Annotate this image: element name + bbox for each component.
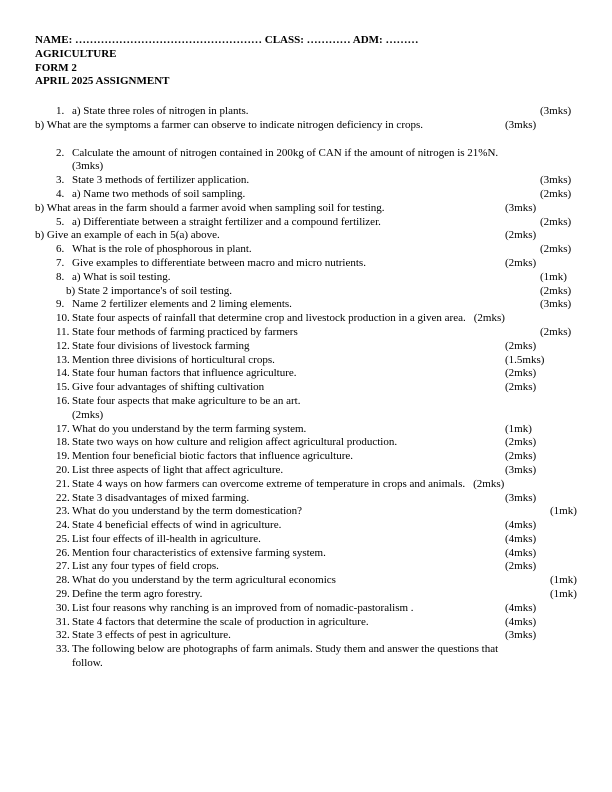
question-marks: (4mks) (505, 615, 537, 628)
question-text: What is the role of phosphorous in plant. (72, 243, 252, 256)
paper-content (35, 34, 577, 671)
question-text: What do you understand by the term farming system. (72, 422, 307, 435)
question-text: a) State three roles of nitrogen in plants. (72, 105, 249, 118)
question-marks: (2mks) (505, 367, 537, 380)
question-number: 19. (56, 450, 70, 463)
question-line (35, 492, 577, 506)
question-number: 32. (56, 629, 70, 642)
question-line (35, 602, 577, 616)
question-marks: (1mk) (505, 422, 532, 435)
paper-header (35, 34, 577, 89)
question-line (35, 533, 577, 547)
question-marks: (4mks) (505, 519, 537, 532)
question-text: List three aspects of light that affect agriculture. (72, 463, 284, 476)
question-marks: (3mks) (505, 463, 537, 476)
question-text: b) What are the symptoms a farmer can observe to indicate nitrogen deficiency in crops. (35, 118, 424, 131)
question-number: 9. (56, 298, 65, 311)
name-class-adm-line: NAME: …………………………………………… CLASS: ………… ADM: ……… (35, 34, 419, 46)
question-marks: (3mks) (540, 298, 572, 311)
question-marks: (1mk) (540, 270, 567, 283)
question-number: 33. (56, 643, 70, 656)
question-text: State 4 beneficial effects of wind in agriculture. (72, 519, 282, 532)
question-number: 11. (56, 325, 70, 338)
question-text: a) Differentiate between a straight fertilizer and a compound fertilizer. (72, 215, 381, 228)
question-text: (2mks) (72, 408, 104, 421)
question-marks: (1mk) (550, 505, 577, 518)
question-line (35, 188, 577, 202)
question-marks: (1.5mks) (505, 353, 545, 366)
question-text: State four methods of farming practiced by farmers (72, 325, 298, 338)
question-text: Calculate the amount of nitrogen contained in 200kg of CAN if the amount of nitrogen is 21%N. (72, 146, 499, 159)
question-number: 31. (56, 615, 70, 628)
question-marks: (2mks) (505, 229, 537, 242)
question-line (35, 216, 577, 230)
question-number: 26. (56, 546, 70, 559)
question-text: What do you understand by the term domestication? (72, 505, 303, 518)
question-line (35, 105, 577, 119)
question-number: 22. (56, 491, 70, 504)
question-line (35, 381, 577, 395)
question-text: What do you understand by the term agricultural economics (72, 574, 336, 587)
question-text: State four human factors that influence agriculture. (72, 367, 297, 380)
question-number: 14. (56, 367, 70, 380)
question-line (35, 505, 577, 519)
question-text: List four reasons why ranching is an improved from of nomadic-pastoralism . (72, 601, 414, 614)
question-marks: (2mks) (473, 477, 505, 490)
question-marks: (3mks) (505, 201, 537, 214)
question-number: 23. (56, 505, 70, 518)
question-number: 3. (56, 174, 65, 187)
question-text: Mention four beneficial biotic factors that influence agriculture. (72, 450, 353, 463)
question-text: State 4 factors that determine the scale of production in agriculture. (72, 615, 369, 628)
question-line (35, 243, 577, 257)
question-line (35, 436, 577, 450)
question-text: State 4 ways on how farmers can overcome extreme of temperature in crops and animals. (72, 477, 466, 490)
question-line (35, 298, 577, 312)
question-marks: (1mk) (550, 574, 577, 587)
assignment-title: APRIL 2025 ASSIGNMENT (35, 75, 170, 88)
subject-title: AGRICULTURE (35, 47, 117, 60)
question-line (35, 629, 577, 643)
question-text: State 3 disadvantages of mixed farming. (72, 491, 250, 504)
question-line (35, 478, 577, 492)
question-marks: (2mks) (505, 560, 537, 573)
question-text: Mention three divisions of horticultural crops. (72, 353, 275, 366)
question-marks: (1mk) (550, 588, 577, 601)
question-text: Name 2 fertilizer elements and 2 liming elements. (72, 298, 292, 311)
question-text: State four aspects of rainfall that determine crop and livestock production in a given area. (72, 312, 466, 325)
question-text: State four divisions of livestock farming (72, 339, 250, 352)
question-marks: (2mks) (473, 312, 505, 325)
question-number: 25. (56, 532, 70, 545)
question-marks: (2mks) (540, 284, 572, 297)
question-text: a) Name two methods of soil sampling. (72, 187, 246, 200)
question-line (35, 257, 577, 271)
question-number: 7. (56, 256, 65, 269)
question-text: The following below are photographs of farm animals. Study them and answer the questions that (72, 643, 499, 656)
question-text: State 3 effects of pest in agriculture. (72, 629, 231, 642)
question-text: State 3 methods of fertilizer application. (72, 174, 250, 187)
question-line (35, 229, 577, 243)
question-list (35, 105, 577, 671)
question-number: 16. (56, 394, 70, 407)
question-marks: (3mks) (505, 629, 537, 642)
question-number: 8. (56, 270, 65, 283)
question-marks: (4mks) (505, 601, 537, 614)
question-number: 12. (56, 339, 70, 352)
question-line (35, 354, 577, 368)
question-text: b) State 2 importance's of soil testing. (66, 284, 233, 297)
form-title: FORM 2 (35, 61, 77, 74)
question-number: 21. (56, 477, 70, 490)
question-text: follow. (72, 657, 103, 670)
question-line (35, 560, 577, 574)
spacer-line (35, 133, 577, 147)
question-line (35, 119, 577, 133)
question-number: 4. (56, 187, 65, 200)
question-marks: (2mks) (540, 215, 572, 228)
question-line (35, 657, 577, 671)
question-number: 2. (56, 146, 65, 159)
question-number: 27. (56, 560, 70, 573)
question-text: Give four advantages of shifting cultivation (72, 381, 265, 394)
question-line (35, 326, 577, 340)
question-line (35, 588, 577, 602)
question-line (35, 147, 577, 161)
question-line (35, 340, 577, 354)
question-number: 15. (56, 381, 70, 394)
question-line (35, 367, 577, 381)
question-marks: (2mks) (505, 381, 537, 394)
question-marks: (2mks) (505, 436, 537, 449)
question-line (35, 519, 577, 533)
question-marks: (3mks) (505, 118, 537, 131)
question-line (35, 574, 577, 588)
question-marks: (3mks) (505, 491, 537, 504)
question-text: (3mks) (72, 160, 104, 173)
question-marks: (2mks) (540, 243, 572, 256)
question-line (35, 450, 577, 464)
question-text: b) Give an example of each in 5(a) above. (35, 229, 220, 242)
question-line (35, 643, 577, 657)
question-line (35, 312, 577, 326)
question-text: Give examples to differentiate between macro and micro nutrients. (72, 256, 366, 269)
question-text: Mention four characteristics of extensive farming system. (72, 546, 326, 559)
question-text: a) What is soil testing. (72, 270, 171, 283)
question-number: 6. (56, 243, 65, 256)
question-line (35, 271, 577, 285)
question-line (35, 395, 577, 409)
question-number: 30. (56, 601, 70, 614)
question-marks: (4mks) (505, 546, 537, 559)
question-number: 1. (56, 105, 65, 118)
question-line (35, 547, 577, 561)
question-line (35, 285, 577, 299)
question-number: 10. (56, 312, 70, 325)
question-marks: (2mks) (540, 325, 572, 338)
question-text: b) What areas in the farm should a farmer avoid when sampling soil for testing. (35, 201, 385, 214)
question-line (35, 174, 577, 188)
question-text: State four aspects that make agriculture to be an art. (72, 394, 301, 407)
question-line (35, 202, 577, 216)
question-line (35, 409, 577, 423)
question-marks: (2mks) (505, 339, 537, 352)
question-marks: (2mks) (505, 256, 537, 269)
question-line (35, 464, 577, 478)
question-marks: (2mks) (505, 450, 537, 463)
question-marks: (3mks) (540, 174, 572, 187)
question-line (35, 160, 577, 174)
question-number: 18. (56, 436, 70, 449)
question-marks: (2mks) (540, 187, 572, 200)
question-number: 28. (56, 574, 70, 587)
question-line (35, 616, 577, 630)
question-text: Define the term agro forestry. (72, 588, 203, 601)
question-number: 5. (56, 215, 65, 228)
question-marks: (4mks) (505, 532, 537, 545)
question-marks: (3mks) (540, 105, 572, 118)
question-text: State two ways on how culture and religion affect agricultural production. (72, 436, 398, 449)
question-text: List four effects of ill-health in agriculture. (72, 532, 261, 545)
question-number: 13. (56, 353, 70, 366)
question-line (35, 423, 577, 437)
question-number: 20. (56, 463, 70, 476)
question-number: 17. (56, 422, 70, 435)
question-number: 29. (56, 588, 70, 601)
question-number: 24. (56, 519, 70, 532)
question-text: List any four types of field crops. (72, 560, 219, 573)
